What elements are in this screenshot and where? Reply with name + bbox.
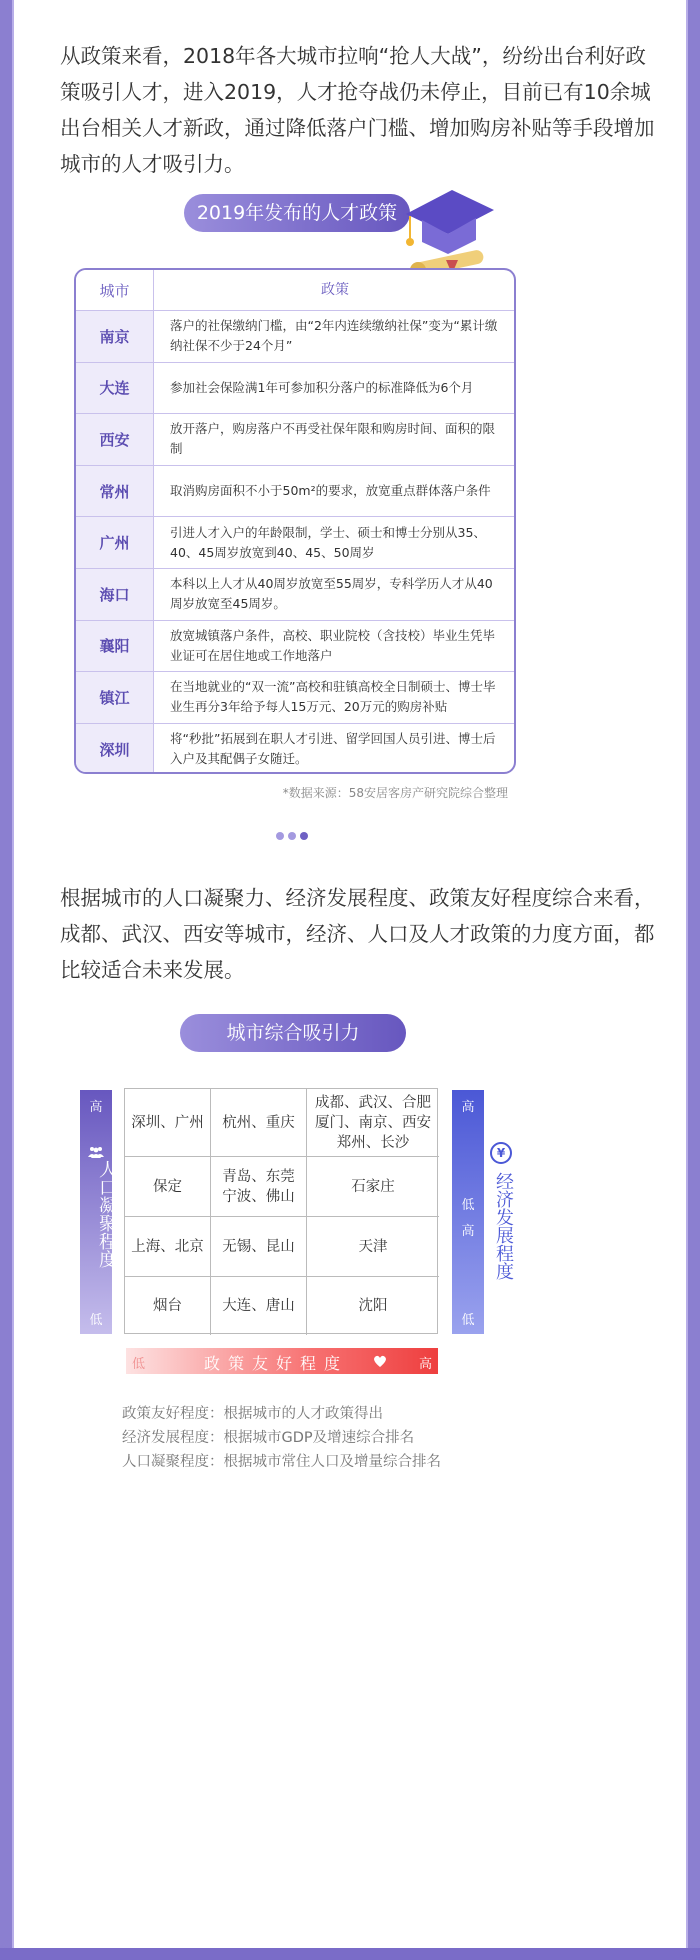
table-row — [76, 671, 514, 723]
row-city: 常州 — [76, 466, 154, 517]
grid-cell: 深圳、广州 — [125, 1089, 211, 1157]
section-divider-dots — [276, 832, 308, 840]
economy-axis-title: 经济发展程度 — [493, 1172, 514, 1280]
row-city: 襄阳 — [76, 621, 154, 672]
row-policy: 在当地就业的“双一流”高校和驻镇高校全日制硕士、博士毕业生再分3年给予每人15万元、20万元的购房补贴 — [170, 679, 496, 715]
intro-paragraph: 从政策来看，2018年各大城市拉响“抢人大战”，纷纷出台利好政策吸引人才，进入2019，人才抢夺战仍未停止，目前已有10余城出台相关人才新政，通过降低落户门槛、增加购房补贴等手段增加城市的人才吸引力。 — [60, 44, 655, 176]
grid-cell: 天津 — [307, 1217, 439, 1277]
policy-column-header: 政策 — [321, 282, 349, 298]
economy-axis-bar — [452, 1090, 484, 1334]
row-policy: 本科以上人才从40周岁放宽至55周岁，专科学历人才从40周岁放宽至45周岁。 — [170, 576, 493, 612]
row-policy: 放开落户，购房落户不再受社保年限和购房时间、面积的限制 — [170, 421, 496, 457]
row-policy: 参加社会保险满1年可参加积分落户的标准降低为6个月 — [170, 379, 474, 395]
grid-cell: 沈阳 — [358, 1298, 388, 1314]
heart-hand-icon — [372, 1353, 388, 1369]
row-policy: 取消购房面积不小于50m²的要求，放宽重点群体落户条件 — [170, 483, 491, 499]
grid-cell: 烟台 — [125, 1277, 211, 1335]
grid-cell: 上海、北京 — [125, 1217, 211, 1277]
divider-dot — [300, 832, 308, 840]
attraction-section-title: 城市综合吸引力 — [180, 1014, 406, 1052]
grid-cell: 杭州、重庆 — [211, 1089, 307, 1157]
policy-table — [74, 268, 516, 774]
economy-high-label: 高 — [461, 1100, 475, 1115]
table-row — [76, 413, 514, 465]
population-low-label: 低 — [89, 1313, 103, 1328]
yen-icon: ¥ — [490, 1142, 512, 1164]
row-city: 南京 — [76, 311, 154, 362]
city-attraction-grid — [124, 1088, 438, 1334]
table-header — [76, 270, 514, 310]
policy-low-label: 低 — [132, 1357, 146, 1372]
grid-cell: 石家庄 — [307, 1157, 439, 1217]
divider-dot — [288, 832, 296, 840]
legend-note: 经济发展程度：根据城市GDP及增速综合排名 — [122, 1430, 415, 1446]
row-policy: 引进人才入户的年龄限制，学士、硕士和博士分别从35、40、45周岁放宽到40、45、50周岁 — [170, 524, 486, 560]
article-content — [14, 0, 690, 1948]
people-icon — [88, 1146, 104, 1158]
policy-axis-bar — [126, 1348, 438, 1374]
table-row — [76, 465, 514, 517]
row-city: 西安 — [76, 414, 154, 465]
population-high-label: 高 — [89, 1100, 103, 1115]
row-city: 海口 — [76, 569, 154, 620]
table-row — [76, 723, 514, 774]
row-city: 镇江 — [76, 672, 154, 723]
grid-cell: 保定 — [125, 1157, 211, 1217]
source-note: *数据来源：58安居客房产研究院综合整理 — [282, 786, 508, 800]
row-policy: 放宽城镇落户条件，高校、职业院校（含技校）毕业生凭毕业证可在居住地或工作地落户 — [170, 627, 496, 663]
policy-axis-title: 政策友好程度 — [204, 1354, 349, 1373]
policy-high-label: 高 — [418, 1357, 432, 1372]
grid-cell: 大连、唐山 — [211, 1277, 307, 1335]
policy-section-title: 2019年发布的人才政策 — [184, 194, 410, 232]
grid-cell: 成都、武汉、合肥 厦门、南京、西安 郑州、长沙 — [307, 1089, 439, 1157]
grid-cell: 无锡、昆山 — [211, 1217, 307, 1277]
population-axis-title: 人口凝聚程度 — [96, 1160, 117, 1268]
grid-cell: 青岛、东莞 宁波、佛山 — [211, 1157, 307, 1217]
table-row — [76, 310, 514, 362]
economy-low-label: 低 — [461, 1198, 475, 1213]
bottom-band — [0, 1948, 700, 1960]
row-city: 广州 — [76, 517, 154, 568]
city-column-header: 城市 — [76, 270, 154, 310]
row-policy: 落户的社保缴纳门槛，由“2年内连续缴纳社保”变为“累计缴纳社保不少于24个月” — [170, 318, 498, 354]
divider-dot — [276, 832, 284, 840]
population-axis-bar — [80, 1090, 117, 1334]
row-city: 大连 — [76, 363, 154, 414]
economy-low-label: 低 — [461, 1313, 475, 1328]
page-frame — [12, 0, 688, 1948]
table-row — [76, 568, 514, 620]
table-row — [76, 620, 514, 672]
legend-note: 人口凝聚程度：根据城市常住人口及增量综合排名 — [122, 1454, 441, 1470]
table-row — [76, 362, 514, 414]
table-row — [76, 516, 514, 568]
economy-high-label: 高 — [461, 1224, 475, 1239]
row-policy: 将“秒批”拓展到在职人才引进、留学回国人员引进、博士后入户及其配偶子女随迁。 — [170, 731, 496, 767]
summary-paragraph: 根据城市的人口凝聚力、经济发展程度、政策友好程度综合来看，成都、武汉、西安等城市，经济、人口及人才政策的力度方面，都比较适合未来发展。 — [60, 886, 655, 982]
row-city: 深圳 — [76, 724, 154, 774]
legend-note: 政策友好程度：根据城市的人才政策得出 — [122, 1406, 383, 1422]
